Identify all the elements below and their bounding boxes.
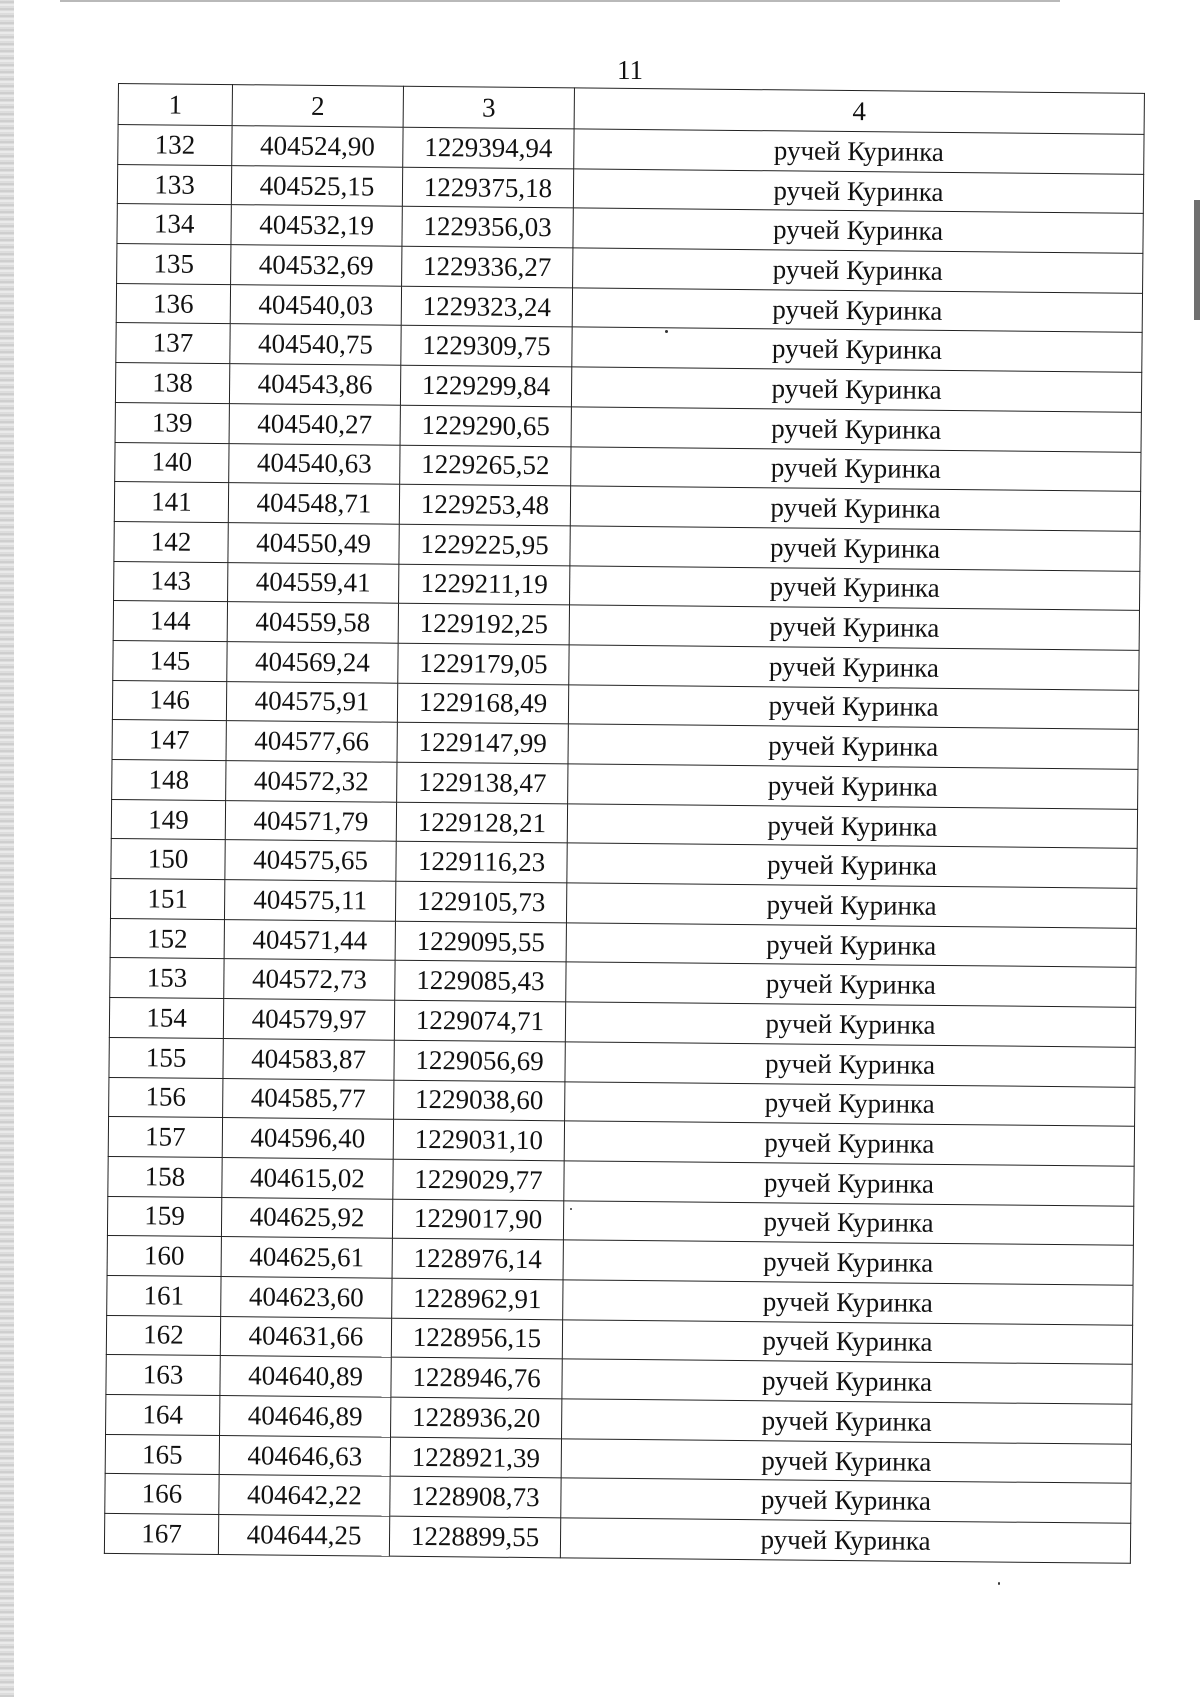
y-coordinate-cell: 1228976,14	[392, 1238, 563, 1279]
point-number-cell: 160	[107, 1236, 221, 1277]
x-coordinate-cell: 404575,11	[224, 880, 395, 921]
x-coordinate-cell: 404550,49	[228, 522, 399, 563]
scan-edge-right	[1194, 200, 1200, 320]
description-cell: ручей Куринка	[563, 1280, 1133, 1325]
header-cell-4: 4	[574, 88, 1144, 134]
description-cell: ручей Куринка	[565, 1081, 1135, 1126]
point-number-cell: 149	[111, 799, 225, 840]
page-number: 11	[617, 55, 643, 85]
y-coordinate-cell: 1228936,20	[391, 1397, 562, 1438]
x-coordinate-cell: 404640,89	[220, 1356, 391, 1397]
coordinates-table	[104, 83, 1145, 1564]
point-number-cell: 151	[110, 879, 224, 920]
description-cell: ручей Куринка	[561, 1439, 1131, 1484]
description-cell: ручей Куринка	[562, 1319, 1132, 1364]
x-coordinate-cell: 404540,63	[229, 443, 400, 484]
x-coordinate-cell: 404623,60	[221, 1276, 392, 1317]
x-coordinate-cell: 404572,73	[224, 959, 395, 1000]
y-coordinate-cell: 1229105,73	[395, 881, 566, 922]
description-cell: ручей Куринка	[569, 605, 1139, 650]
point-number-cell: 134	[117, 204, 231, 245]
point-number-cell: 156	[109, 1077, 223, 1118]
y-coordinate-cell: 1229029,77	[393, 1159, 564, 1200]
y-coordinate-cell: 1229116,23	[396, 842, 567, 883]
x-coordinate-cell: 404571,79	[225, 800, 396, 841]
x-coordinate-cell: 404559,58	[227, 602, 398, 643]
description-cell: ручей Куринка	[570, 526, 1140, 571]
header-cell-2: 2	[232, 85, 403, 128]
point-number-cell: 138	[115, 363, 229, 404]
description-cell: ручей Куринка	[571, 446, 1141, 491]
x-coordinate-cell: 404577,66	[226, 721, 397, 762]
y-coordinate-cell: 1228946,76	[391, 1357, 562, 1398]
point-number-cell: 136	[116, 283, 230, 324]
point-number-cell: 155	[109, 1037, 223, 1078]
y-coordinate-cell: 1229290,65	[400, 405, 571, 446]
x-coordinate-cell: 404525,15	[231, 165, 402, 206]
x-coordinate-cell: 404596,40	[222, 1118, 393, 1159]
point-number-cell: 137	[116, 323, 230, 364]
point-number-cell: 162	[106, 1315, 220, 1356]
x-coordinate-cell: 404540,75	[230, 324, 401, 365]
description-cell: ручей Куринка	[562, 1399, 1132, 1444]
description-cell: ручей Куринка	[574, 129, 1144, 174]
point-number-cell: 144	[113, 601, 227, 642]
y-coordinate-cell: 1229138,47	[397, 762, 568, 803]
y-coordinate-cell: 1229085,43	[395, 961, 566, 1002]
description-cell: ручей Куринка	[570, 565, 1140, 610]
point-number-cell: 159	[107, 1196, 221, 1237]
point-number-cell: 150	[111, 839, 225, 880]
description-cell: ручей Куринка	[573, 248, 1143, 293]
description-cell: ручей Куринка	[567, 843, 1137, 888]
point-number-cell: 163	[106, 1355, 220, 1396]
x-coordinate-cell: 404543,86	[229, 364, 400, 405]
point-number-cell: 164	[106, 1394, 220, 1435]
point-number-cell: 166	[105, 1474, 219, 1515]
description-cell: ручей Куринка	[568, 684, 1138, 729]
y-coordinate-cell: 1229168,49	[397, 683, 568, 724]
x-coordinate-cell: 404559,41	[228, 562, 399, 603]
x-coordinate-cell: 404569,24	[227, 642, 398, 683]
y-coordinate-cell: 1228921,39	[390, 1437, 561, 1478]
point-number-cell: 139	[115, 402, 229, 443]
x-coordinate-cell: 404579,97	[223, 999, 394, 1040]
point-number-cell: 143	[114, 561, 228, 602]
description-cell: ручей Куринка	[561, 1478, 1131, 1523]
x-coordinate-cell: 404572,32	[226, 761, 397, 802]
point-number-cell: 142	[114, 521, 228, 562]
y-coordinate-cell: 1229179,05	[398, 643, 569, 684]
y-coordinate-cell: 1229265,52	[400, 445, 571, 486]
y-coordinate-cell: 1228962,91	[392, 1278, 563, 1319]
x-coordinate-cell: 404646,63	[219, 1435, 390, 1476]
description-cell: ручей Куринка	[565, 1042, 1135, 1087]
y-coordinate-cell: 1229128,21	[396, 802, 567, 843]
y-coordinate-cell: 1229147,99	[397, 723, 568, 764]
point-number-cell: 132	[118, 125, 232, 166]
point-number-cell: 135	[117, 244, 231, 285]
point-number-cell: 140	[115, 442, 229, 483]
y-coordinate-cell: 1228956,15	[391, 1318, 562, 1359]
point-number-cell: 133	[117, 164, 231, 205]
x-coordinate-cell: 404548,71	[228, 483, 399, 524]
description-cell: ручей Куринка	[562, 1359, 1132, 1404]
x-coordinate-cell: 404631,66	[220, 1316, 391, 1357]
description-cell: ручей Куринка	[564, 1161, 1134, 1206]
x-coordinate-cell: 404625,61	[221, 1237, 392, 1278]
x-coordinate-cell: 404571,44	[224, 919, 395, 960]
y-coordinate-cell: 1228899,55	[389, 1516, 560, 1557]
scan-edge-top	[60, 0, 1060, 2]
table-row	[104, 1514, 1130, 1564]
point-number-cell: 147	[112, 720, 226, 761]
description-cell: ручей Куринка	[564, 1121, 1134, 1166]
x-coordinate-cell: 404575,65	[225, 840, 396, 881]
description-cell: ручей Куринка	[569, 645, 1139, 690]
x-coordinate-cell: 404540,27	[229, 403, 400, 444]
x-coordinate-cell: 404642,22	[219, 1475, 390, 1516]
description-cell: ручей Куринка	[572, 288, 1142, 333]
point-number-cell: 158	[108, 1156, 222, 1197]
x-coordinate-cell: 404532,19	[231, 205, 402, 246]
y-coordinate-cell: 1229253,48	[399, 484, 570, 525]
x-coordinate-cell: 404615,02	[222, 1157, 393, 1198]
scan-speck	[570, 1208, 572, 1210]
y-coordinate-cell: 1229394,94	[403, 127, 574, 168]
point-number-cell: 152	[110, 918, 224, 959]
y-coordinate-cell: 1229017,90	[392, 1199, 563, 1240]
y-coordinate-cell: 1229031,10	[393, 1119, 564, 1160]
description-cell: ручей Куринка	[571, 367, 1141, 412]
coordinates-table-wrapper	[104, 83, 1145, 1564]
point-number-cell: 161	[107, 1275, 221, 1316]
description-cell: ручей Куринка	[573, 208, 1143, 253]
point-number-cell: 146	[112, 680, 226, 721]
description-cell: ручей Куринка	[571, 407, 1141, 452]
description-cell: ручей Куринка	[566, 883, 1136, 928]
description-cell: ручей Куринка	[563, 1200, 1133, 1245]
x-coordinate-cell: 404585,77	[223, 1078, 394, 1119]
description-cell: ручей Куринка	[567, 804, 1137, 849]
scan-edge-left	[0, 0, 14, 1697]
x-coordinate-cell: 404644,25	[218, 1515, 389, 1556]
y-coordinate-cell: 1229225,95	[399, 524, 570, 565]
description-cell: ручей Куринка	[573, 169, 1143, 214]
y-coordinate-cell: 1229056,69	[394, 1040, 565, 1081]
y-coordinate-cell: 1228908,73	[390, 1477, 561, 1518]
y-coordinate-cell: 1229299,84	[400, 365, 571, 406]
description-cell: ручей Куринка	[560, 1518, 1130, 1563]
y-coordinate-cell: 1229336,27	[402, 246, 573, 287]
point-number-cell: 167	[104, 1514, 218, 1555]
description-cell: ручей Куринка	[566, 962, 1136, 1007]
point-number-cell: 154	[109, 998, 223, 1039]
point-number-cell: 148	[112, 759, 226, 800]
y-coordinate-cell: 1229323,24	[401, 286, 572, 327]
x-coordinate-cell: 404532,69	[231, 245, 402, 286]
y-coordinate-cell: 1229095,55	[395, 921, 566, 962]
point-number-cell: 145	[113, 640, 227, 681]
y-coordinate-cell: 1229192,25	[398, 603, 569, 644]
x-coordinate-cell: 404646,89	[220, 1396, 391, 1437]
y-coordinate-cell: 1229211,19	[399, 564, 570, 605]
point-number-cell: 157	[108, 1117, 222, 1158]
x-coordinate-cell: 404524,90	[232, 126, 403, 167]
header-cell-3: 3	[403, 86, 574, 129]
point-number-cell: 153	[110, 958, 224, 999]
description-cell: ручей Куринка	[568, 724, 1138, 769]
y-coordinate-cell: 1229038,60	[394, 1080, 565, 1121]
description-cell: ручей Куринка	[568, 764, 1138, 809]
x-coordinate-cell: 404583,87	[223, 1038, 394, 1079]
description-cell: ручей Куринка	[570, 486, 1140, 531]
table-body	[104, 125, 1144, 1564]
x-coordinate-cell: 404625,92	[221, 1197, 392, 1238]
description-cell: ручей Куринка	[563, 1240, 1133, 1285]
y-coordinate-cell: 1229074,71	[394, 1000, 565, 1041]
y-coordinate-cell: 1229375,18	[402, 167, 573, 208]
description-cell: ручей Куринка	[572, 327, 1142, 372]
y-coordinate-cell: 1229356,03	[402, 207, 573, 248]
header-cell-1: 1	[118, 84, 232, 126]
description-cell: ручей Куринка	[565, 1002, 1135, 1047]
x-coordinate-cell: 404575,91	[226, 681, 397, 722]
scan-speck	[665, 330, 668, 333]
scan-speck	[998, 1582, 1000, 1585]
point-number-cell: 141	[114, 482, 228, 523]
description-cell: ручей Куринка	[566, 923, 1136, 968]
point-number-cell: 165	[105, 1434, 219, 1475]
x-coordinate-cell: 404540,03	[230, 284, 401, 325]
y-coordinate-cell: 1229309,75	[401, 326, 572, 367]
